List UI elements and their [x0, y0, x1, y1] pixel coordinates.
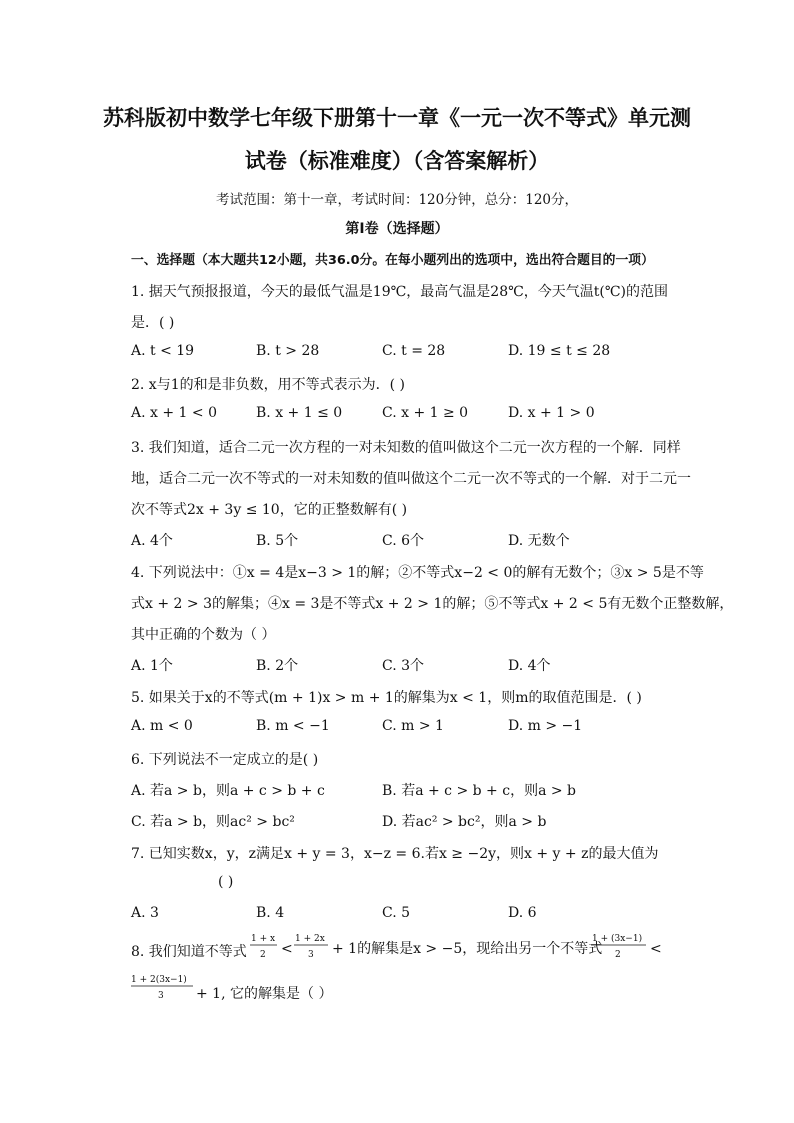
question-8-line-2-end: + 1, 它的解集是（ ）	[196, 986, 333, 1002]
question-7-line-1: 7. 已知实数x，y，z满足x + y = 3，x−z = 6.若x ≥ −2y，则x + y + z的最大值为	[131, 846, 659, 862]
frac2-den: 3	[308, 950, 314, 960]
frac1-den: 2	[260, 950, 266, 960]
question-5-option-d: D. m > −1	[508, 718, 583, 734]
question-6-option-c: C. 若a > b，则ac² > bc²	[131, 814, 295, 830]
question-1-option-b: B. t > 28	[256, 343, 320, 359]
question-3-line-3: 次不等式2x + 3y ≤ 10，它的正整数解有( )	[131, 502, 408, 518]
question-4-line-1: 4. 下列说法中：①x = 4是x−3 > 1的解；②不等式x−2 < 0的解有无数个；③x > 5是不等	[131, 565, 704, 581]
question-4-line-3: 其中正确的个数为（ ）	[131, 627, 276, 643]
volume-title: 第Ⅰ卷（选择题）	[345, 221, 449, 237]
question-2-option-a: A. x + 1 < 0	[131, 405, 217, 421]
question-6-option-b: B. 若a + c > b + c，则a > b	[382, 783, 577, 799]
question-7-option-a: A. 3	[131, 905, 159, 921]
question-3-option-c: C. 6个	[382, 533, 425, 549]
question-4-option-a: A. 1个	[131, 658, 173, 674]
question-6-line-1: 6. 下列说法不一定成立的是( )	[131, 752, 319, 768]
lt-1: <	[281, 941, 293, 957]
question-3-option-a: A. 4个	[131, 533, 173, 549]
question-8-mid-text: + 1的解集是x > −5，现给出另一个不等式	[332, 941, 603, 957]
question-7-option-d: D. 6	[508, 905, 537, 921]
question-3-line-1: 3. 我们知道，适合二元一次方程的一对未知数的值叫做这个二元一次方程的一个解．同样	[131, 440, 681, 456]
lt-2: <	[650, 941, 662, 957]
frac1-num: 1 + x	[251, 934, 276, 944]
question-4-line-2: 式x + 2 > 3的解集；④x = 3是不等式x + 2 > 1的解；⑤不等式x + 2 < 5有无数个正整数解，	[131, 596, 734, 612]
section-heading: 一、选择题（本大题共12小题，共36.0分。在每小题列出的选项中，选出符合题目的一项）	[131, 253, 654, 268]
question-2-option-d: D. x + 1 > 0	[508, 405, 595, 421]
question-1-option-a: A. t < 19	[131, 343, 195, 359]
document-title-line-1: 苏科版初中数学七年级下册第十一章《一元一次不等式》单元测	[103, 106, 691, 130]
frac3-num: 1 + (3x−1)	[592, 934, 643, 944]
question-1-line-1: 1. 据天气预报报道，今天的最低气温是19℃，最高气温是28℃，今天气温t(℃)的范围	[131, 284, 668, 300]
question-4-option-d: D. 4个	[508, 658, 551, 674]
frac2-num: 1 + 2x	[295, 934, 325, 944]
exam-info: 考试范围：第十一章，考试时间：120分钟，总分：120分，	[215, 192, 579, 208]
question-7-line-2: ( )	[218, 874, 234, 890]
question-4-option-c: C. 3个	[382, 658, 425, 674]
frac3-den: 2	[615, 950, 621, 960]
question-1-option-c: C. t = 28	[382, 343, 446, 359]
question-4-option-b: B. 2个	[256, 658, 299, 674]
question-3-option-d: D. 无数个	[508, 533, 570, 549]
document-title-line-2: 试卷（标准难度）（含答案解析）	[244, 149, 550, 173]
question-2-option-b: B. x + 1 ≤ 0	[256, 405, 343, 421]
frac4-num: 1 + 2(3x−1)	[131, 975, 187, 985]
question-8-line-1-start: 8. 我们知道不等式	[131, 944, 247, 960]
question-1-option-d: D. 19 ≤ t ≤ 28	[508, 343, 611, 359]
question-5-line-1: 5. 如果关于x的不等式(m + 1)x > m + 1的解集为x < 1，则m的取值范围是．( )	[131, 690, 642, 706]
question-6-option-a: A. 若a > b，则a + c > b + c	[131, 783, 325, 799]
frac4-den: 3	[158, 991, 164, 1001]
question-2-line-1: 2. x与1的和是非负数，用不等式表示为．( )	[131, 377, 405, 393]
question-2-option-c: C. x + 1 ≥ 0	[382, 405, 469, 421]
question-7-option-c: C. 5	[382, 905, 411, 921]
question-5-option-a: A. m < 0	[131, 718, 193, 734]
question-6-option-d: D. 若ac² > bc²，则a > b	[382, 814, 547, 830]
question-7-option-b: B. 4	[256, 905, 285, 921]
question-1-line-2: 是．( )	[131, 315, 175, 331]
question-3-line-2: 地，适合二元一次不等式的一对未知数的值叫做这个二元一次不等式的一个解．对于二元一	[131, 471, 691, 487]
question-5-option-c: C. m > 1	[382, 718, 444, 734]
question-3-option-b: B. 5个	[256, 533, 299, 549]
question-5-option-b: B. m < −1	[256, 718, 330, 734]
